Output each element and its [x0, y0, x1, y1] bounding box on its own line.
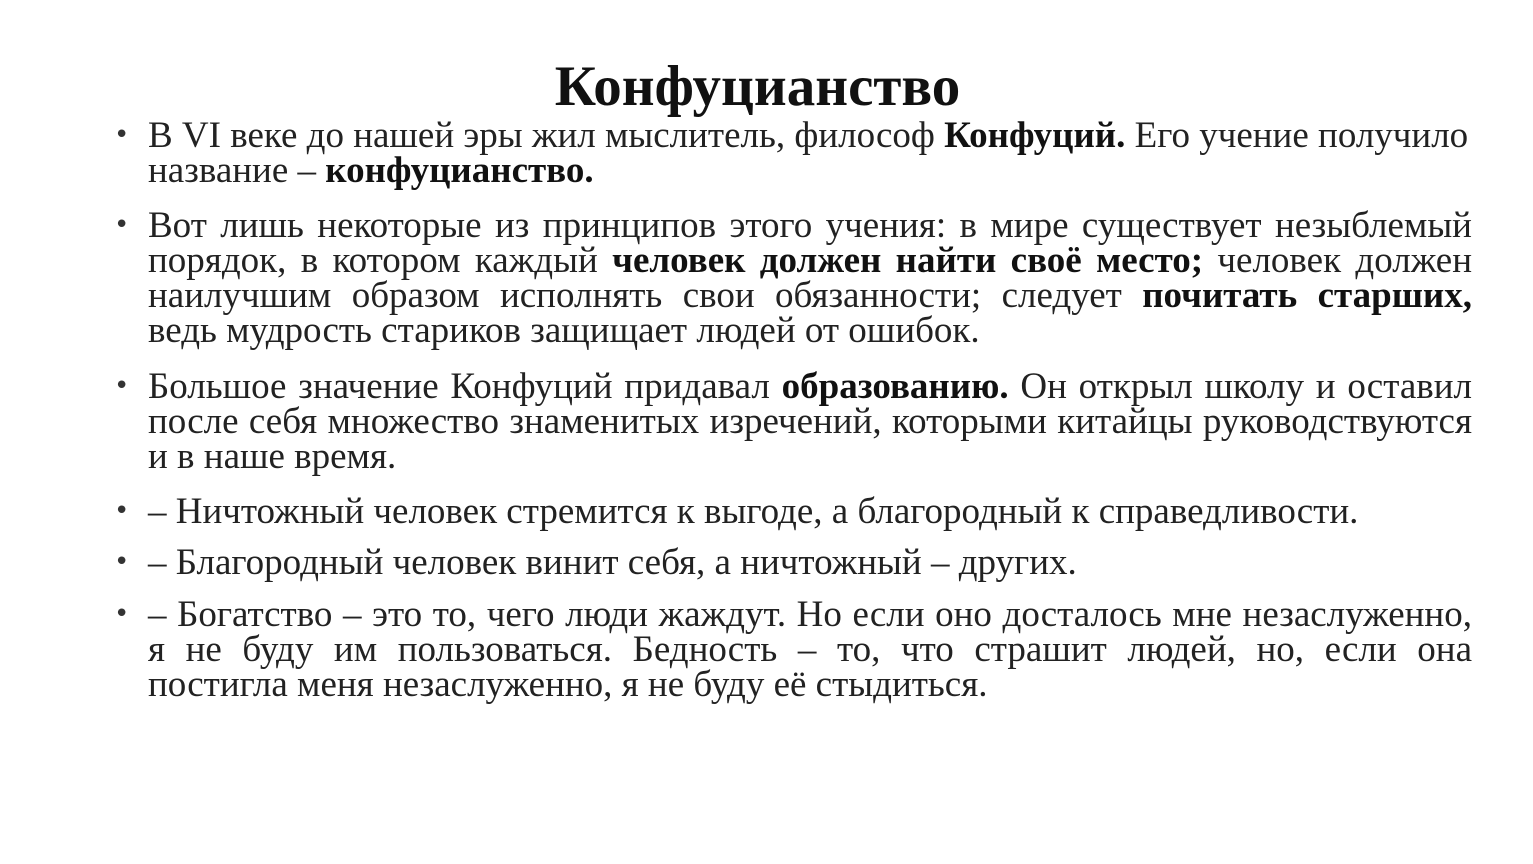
bullet-item-principles: [110, 205, 1473, 351]
bullet-list: [110, 115, 1473, 705]
bold-term-confucius: Конфуций.: [944, 115, 1126, 156]
bold-term-education: образованию.: [781, 366, 1009, 407]
bullet-item-quote-wealth: [110, 594, 1472, 705]
bold-term-confucianism: конфуцианство.: [325, 150, 594, 191]
bullet-item-confucius: [110, 115, 1472, 191]
bullet-text: человек должен наилучшим образом исполнять свои обязанности; следует: [148, 240, 1473, 316]
bullet-text: В VI веке до нашей эры жил мыслитель, философ: [148, 115, 945, 156]
bullet-dot-icon: •: [114, 371, 130, 401]
bold-term-honor-elders: почитать старших,: [1142, 275, 1472, 316]
bullet-dot-icon: •: [114, 210, 130, 240]
bullet-text: – Благородный человек винит себя, а ничтожный – других.: [148, 542, 1077, 583]
bullet-text: – Ничтожный человек стремится к выгоде, а благородный к справедливости.: [148, 491, 1359, 532]
bullet-item-education: [110, 366, 1472, 477]
bullet-text: Он открыл школу и оставил после себя множество знаменитых изречений, которыми китайцы руководствуются и в наше время.: [148, 366, 1472, 477]
bullet-dot-icon: •: [114, 547, 130, 577]
bullet-dot-icon: •: [114, 496, 130, 526]
bullet-text: ведь мудрость стариков защищает людей от ошибок.: [148, 310, 980, 351]
bullet-item-quote-blame: [110, 542, 1472, 583]
bold-term-own-place: человек должен найти своё место;: [612, 240, 1204, 281]
bullet-item-quote-profit: [110, 491, 1472, 532]
bullet-text: Большое значение Конфуций придавал: [148, 366, 782, 407]
bullet-text: – Богатство – это то, чего люди жаждут. Но если оно досталось мне незаслуженно, я не буду им пользоваться. Бедность – то, что страшит людей, но, если она постигла меня незаслуженно, я не буду её стыдиться.: [148, 594, 1472, 705]
bullet-text: Его учение получило название –: [148, 115, 1469, 191]
slide-title: Конфуцианство: [554, 55, 961, 118]
bullet-text: Вот лишь некоторые из принципов этого учения: в мире существует незыблемый порядок, в котором каждый: [148, 205, 1472, 281]
bullet-dot-icon: •: [114, 599, 130, 629]
bullet-dot-icon: •: [114, 120, 130, 150]
